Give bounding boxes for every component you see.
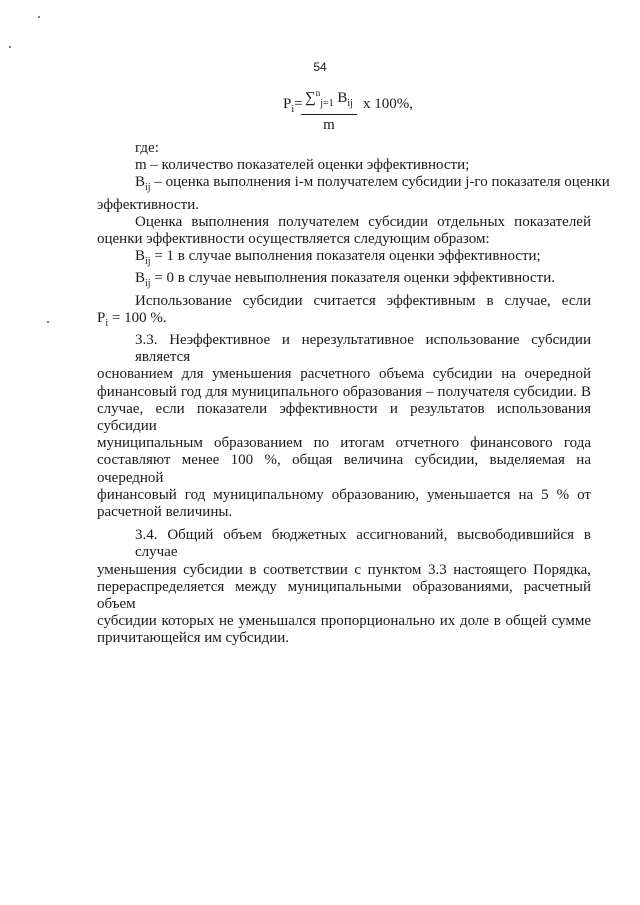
- text-line: уменьшения субсидии в соответствии с пунктом 3.3 настоящего Порядка,: [97, 561, 591, 578]
- scan-dot: [47, 321, 49, 323]
- scan-dot: [9, 46, 11, 48]
- text-line: причитающейся им субсидии.: [97, 630, 290, 647]
- text-line: $B_{ij} = 1$ в случае выполнения показателя оценки эффективности;: [135, 248, 541, 268]
- text-line: случае, если показатели эффективности и результатов использования субсидии: [97, 400, 591, 435]
- formula-denominator: m: [323, 117, 335, 133]
- body-text: [97, 140, 610, 648]
- text-line: Оценка выполнения получателем субсидии отдельных показателей: [135, 213, 591, 230]
- text-line: $B_{ij} = 0$ в случае невыполнения показателя оценки эффективности.: [135, 270, 555, 290]
- formula-lhs: $P_i=$: [283, 96, 303, 115]
- text-line: составляют менее 100 %, общая величина субсидии, выделяемая на очередной: [97, 452, 591, 486]
- text-line: оценки эффективности осуществляется следующим образом:: [97, 231, 490, 248]
- formula: [283, 84, 483, 133]
- text-line: m – количество показателей оценки эффективности;: [135, 157, 470, 174]
- text-line: перераспределяется между муниципальными образованиями, расчетный объем: [97, 578, 591, 613]
- text-line: 3.3. Неэффективное и нерезультативное использование субсидии является: [135, 332, 591, 366]
- scan-dot: [38, 16, 40, 18]
- formula-numerator: ∑$^n_{j=1}$ $B_{ij}$: [301, 84, 357, 115]
- text-line: финансовый год для муниципального образования – получателя субсидии. В: [97, 383, 591, 400]
- text-line: муниципальным образованием по итогам отчетного финансового года: [97, 435, 591, 452]
- text-line: эффективности.: [97, 196, 200, 213]
- text-line: расчетной величины.: [97, 504, 233, 521]
- formula-fraction: [301, 84, 357, 135]
- text-line: $P_i = 100$ %.: [97, 309, 167, 329]
- text-line: $B_{ij}$ – оценка выполнения i-м получателем субсидии j-го показателя оценки: [135, 174, 610, 194]
- formula-rhs: x 100%,: [363, 96, 413, 112]
- text-line: 3.4. Общий объем бюджетных ассигнований, высвободившийся в случае: [135, 527, 591, 561]
- text-line: где:: [135, 140, 159, 156]
- page-number: 54: [313, 60, 327, 74]
- text-line: субсидии которых не уменьшался пропорционально их доле в общей сумме: [97, 613, 591, 630]
- text-line: финансовый год муниципальному образованию, уменьшается на 5 % от: [97, 486, 591, 503]
- text-line: основанием для уменьшения расчетного объема субсидии на очередной: [97, 366, 591, 383]
- text-line: Использование субсидии считается эффективным в случае, если: [135, 292, 591, 309]
